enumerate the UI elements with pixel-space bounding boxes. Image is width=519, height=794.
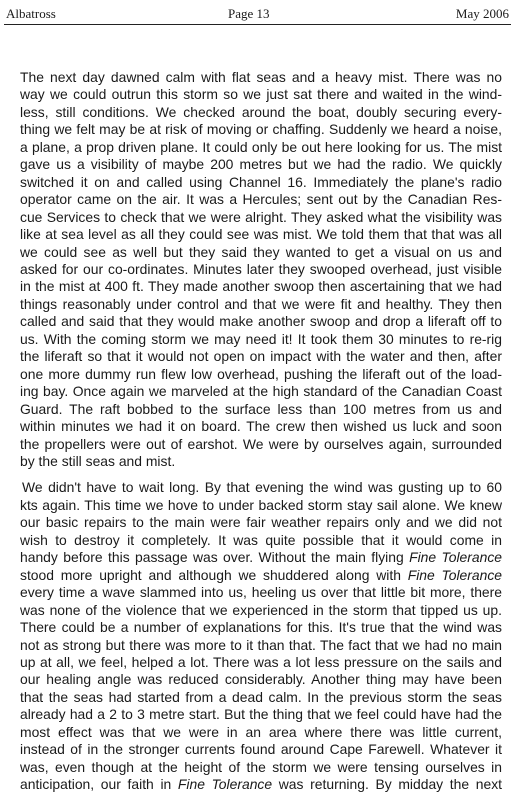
text-line	[20, 759, 502, 776]
article-body	[20, 69, 502, 794]
page-header	[4, 4, 511, 25]
text-line	[20, 313, 502, 330]
text-segment: not as strong but there was more to it than that. The fact that we had no main	[20, 636, 502, 653]
text-segment: the liferaft so that it would not open on impact with the water and then, after	[20, 348, 502, 365]
text-line	[20, 654, 502, 671]
text-line	[20, 209, 502, 226]
text-segment: There could be a number of explanations for this. It's true that the wind was	[20, 619, 502, 636]
text-line	[20, 436, 502, 453]
text-segment: every time a wave slammed into us, heeling us over that little bit more, there	[20, 584, 502, 601]
text-segment: The next day dawned calm with flat seas and a heavy mist. There was no	[20, 69, 502, 85]
text-line	[20, 401, 502, 418]
text-line	[20, 724, 502, 741]
text-line	[20, 514, 502, 531]
text-line	[20, 331, 502, 348]
text-line	[20, 121, 502, 138]
text-segment: our healing angle was reduced considerably. Another thing may have been	[20, 671, 502, 688]
text-line	[20, 619, 502, 636]
text-segment: ing bay. Once again we marveled at the high standard of the Canadian Coast	[20, 383, 502, 400]
text-segment: like at sea level as all they could see was mist. We told them that that was all	[20, 226, 502, 243]
text-line	[20, 671, 502, 688]
text-line	[20, 418, 502, 435]
text-line	[20, 244, 502, 261]
text-line	[20, 602, 502, 619]
publication-title: Albatross	[6, 6, 56, 21]
text-segment: anticipation, our faith in	[20, 776, 178, 793]
text-line	[20, 706, 502, 723]
text-segment: up at all, we feel, helped a lot. There was a lot less pressure on the sails and	[20, 653, 502, 670]
page-number: Page 13	[228, 6, 270, 21]
text-segment: thing we felt may be at risk of moving or chaffing. Suddenly we heard a noise,	[20, 121, 502, 138]
text-line	[20, 584, 502, 601]
text-segment: cue Services to check that we were alright. They asked what the visibility was	[20, 208, 502, 225]
text-segment: Guard. The raft bobbed to the surface less than 100 metres from us and	[20, 400, 502, 417]
boat-name: Fine Tolerance	[407, 566, 502, 583]
text-line	[20, 104, 502, 121]
boat-name: Fine Tolerance	[409, 549, 503, 566]
text-segment: our basic repairs to the main were fair weather repairs only and we did not	[20, 514, 502, 531]
text-segment: that the seas had started from a dead calm. In the previous storm the seas	[20, 688, 502, 705]
text-line	[20, 549, 502, 566]
text-segment: kts again. This time we hove to under backed storm stay sail alone. We knew	[20, 496, 502, 513]
text-segment: most effect was that we were in an area where there was little current,	[20, 723, 502, 740]
text-segment: was, even though at the height of the storm we were tensing ourselves in	[20, 758, 502, 775]
text-line	[20, 532, 502, 549]
text-segment: us. With the coming storm we may need it! It took them 30 minutes to re-rig	[20, 330, 502, 347]
text-segment: instead of in the stronger currents found around Cape Farewell. Whatever it	[20, 741, 502, 758]
text-segment: we could see as well but they said they wanted to get a visual on us and	[20, 243, 502, 260]
text-segment: operator came on the air. It was a Hercules; sent out by the Canadian Res-	[20, 191, 502, 208]
text-line	[20, 174, 502, 191]
text-line	[20, 383, 502, 400]
text-segment: already had a 2 to 3 metre start. But the thing that we feel could have had the	[20, 706, 502, 723]
text-line	[20, 261, 502, 278]
text-segment: was returning. By midday the next	[272, 776, 503, 793]
text-line	[20, 156, 502, 173]
text-line	[20, 86, 502, 103]
text-line	[20, 567, 502, 584]
text-segment: asked for our co-ordinates. Minutes later they swooped overhead, just visible	[20, 260, 502, 277]
text-line	[20, 226, 502, 243]
text-line	[20, 637, 502, 654]
text-line	[20, 296, 502, 313]
text-segment: wish to destroy it completely. It was quite possible that it would come in	[20, 531, 502, 548]
text-segment: things reasonably under control and that we were fit and healthy. They then	[20, 295, 502, 312]
text-segment: a plane, a prop driven plane. It could only be out here looking for us. The mist	[20, 138, 502, 155]
text-segment: gave us a visibility of maybe 200 metres but we had the radio. We quickly	[20, 156, 502, 173]
text-segment: by the still seas and mist.	[20, 452, 176, 469]
text-line	[20, 191, 502, 208]
boat-name: Fine Tolerance	[177, 776, 273, 793]
text-line	[20, 741, 502, 758]
text-segment: less, still conditions. We checked around the boat, doubly securing every-	[20, 103, 502, 120]
text-line	[20, 776, 502, 793]
text-line	[20, 69, 502, 86]
text-segment: one more dummy run flew low overhead, pushing the liferaft out of the load-	[20, 365, 502, 382]
text-line	[20, 366, 502, 383]
text-segment: switched it on and called using Channel 16. Immediately the plane's radio	[20, 173, 502, 190]
text-line	[20, 479, 502, 496]
text-line	[20, 348, 502, 365]
text-line	[20, 453, 502, 470]
text-line	[20, 278, 502, 295]
paragraph	[20, 479, 502, 793]
text-segment: way we could outrun this storm so we just sat there and waited in the wind-	[20, 86, 502, 103]
text-segment: handy before this passage was over. Without the main flying	[20, 549, 410, 566]
text-segment: stood more upright and although we shuddered along with	[20, 566, 408, 583]
text-segment: in the mist at 400 ft. They made another swoop then ascertaining that we had	[20, 278, 502, 295]
text-segment: the propellers were out of earshot. We were by ourselves again, surrounded	[20, 435, 502, 452]
text-segment: We didn't have to wait long. By that evening the wind was gusting up to 60	[22, 479, 502, 496]
text-line	[20, 497, 502, 514]
text-segment: was none of the violence that we experienced in the storm that tipped us up.	[20, 601, 502, 618]
text-line	[20, 139, 502, 156]
text-line	[20, 689, 502, 706]
paragraph	[20, 69, 502, 470]
text-segment: within minutes we had it on board. The crew then wished us luck and soon	[20, 418, 502, 435]
text-segment: called and said that they would make another swoop and drop a liferaft off to	[20, 313, 502, 330]
issue-date: May 2006	[455, 6, 509, 21]
